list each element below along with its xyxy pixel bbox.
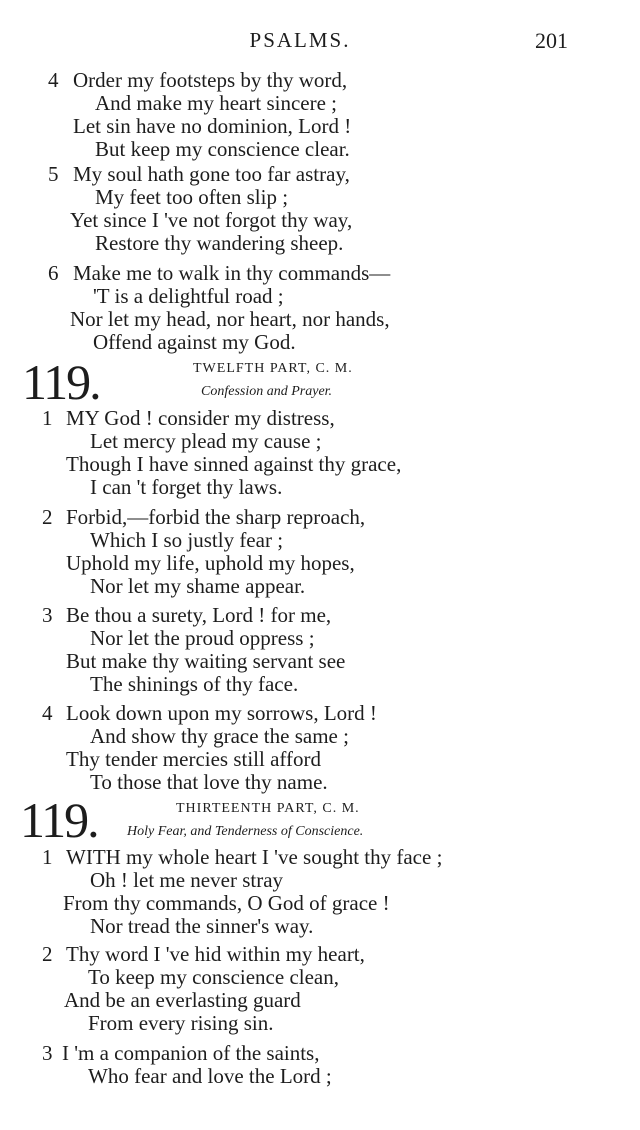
- verse-line: Uphold my life, uphold my hopes,: [66, 551, 355, 575]
- verse-line: Who fear and love the Lord ;: [88, 1064, 332, 1088]
- verse-line: And show thy grace the same ;: [90, 724, 349, 748]
- verse-line: 'T is a delightful road ;: [93, 284, 284, 308]
- verse-number: 3: [42, 603, 53, 627]
- verse-number: 1: [42, 406, 53, 430]
- running-header: PSALMS.: [249, 28, 351, 52]
- verse-line: And be an everlasting guard: [64, 988, 301, 1012]
- verse-line: WITH my whole heart I 've sought thy face ;: [66, 845, 443, 869]
- verse-line: The shinings of thy face.: [90, 672, 299, 696]
- verse-number: 1: [42, 845, 53, 869]
- verse-number: 5: [48, 162, 59, 186]
- verse-line: To those that love thy name.: [90, 770, 328, 794]
- verse-line: Restore thy wandering sheep.: [95, 231, 344, 255]
- hymn-number: 119.: [20, 792, 98, 848]
- verse-number: 2: [42, 942, 53, 966]
- verse-line: Look down upon my sorrows, Lord !: [66, 701, 377, 725]
- part-title: THIRTEENTH PART, C. M.: [176, 801, 360, 816]
- hymn-number: 119.: [22, 354, 100, 410]
- verse-number: 4: [48, 68, 59, 92]
- verse-line: My soul hath gone too far astray,: [73, 162, 350, 186]
- verse-line: Thy tender mercies still afford: [66, 747, 322, 771]
- verse-number: 6: [48, 261, 59, 285]
- verse-line: Oh ! let me never stray: [90, 868, 284, 892]
- verse-line: Be thou a surety, Lord ! for me,: [66, 603, 332, 627]
- verse-line: My feet too often slip ;: [95, 185, 289, 209]
- verse-line: I 'm a companion of the saints,: [62, 1041, 320, 1065]
- verse-line: Forbid,—forbid the sharp reproach,: [66, 505, 366, 529]
- verse-line: Nor let the proud oppress ;: [90, 626, 315, 650]
- verse-line: But keep my conscience clear.: [95, 137, 350, 161]
- verse-line: Offend against my God.: [93, 330, 296, 354]
- verse-number: 3: [42, 1041, 53, 1065]
- page-number: 201: [535, 28, 568, 53]
- verse-line: MY God ! consider my distress,: [66, 406, 335, 430]
- verse-line: Nor tread the sinner's way.: [90, 914, 314, 938]
- verse-line: Which I so justly fear ;: [90, 528, 284, 552]
- verse-line: But make thy waiting servant see: [66, 649, 346, 673]
- verse-line: Though I have sinned against thy grace,: [66, 452, 402, 476]
- verse-line: From every rising sin.: [88, 1011, 274, 1035]
- verse-line: Nor let my head, nor heart, nor hands,: [70, 307, 390, 331]
- verse-line: And make my heart sincere ;: [95, 91, 337, 115]
- verse-line: Thy word I 've hid within my heart,: [66, 942, 365, 966]
- verse-line: Let mercy plead my cause ;: [90, 429, 322, 453]
- verse-line: From thy commands, O God of grace !: [63, 891, 390, 915]
- verse-line: Let sin have no dominion, Lord !: [73, 114, 352, 138]
- verse-number: 2: [42, 505, 53, 529]
- verse-line: Order my footsteps by thy word,: [73, 68, 348, 92]
- verse-line: Yet since I 've not forgot thy way,: [70, 208, 353, 232]
- hymn-subtitle: Holy Fear, and Tenderness of Conscience.: [127, 824, 364, 839]
- verse-number: 4: [42, 701, 53, 725]
- verse-line: Make me to walk in thy commands—: [73, 261, 391, 285]
- part-title: TWELFTH PART, C. M.: [193, 361, 353, 376]
- verse-line: Nor let my shame appear.: [90, 574, 306, 598]
- verse-line: I can 't forget thy laws.: [90, 475, 283, 499]
- verse-line: To keep my conscience clean,: [88, 965, 339, 989]
- hymn-subtitle: Confession and Prayer.: [201, 384, 333, 399]
